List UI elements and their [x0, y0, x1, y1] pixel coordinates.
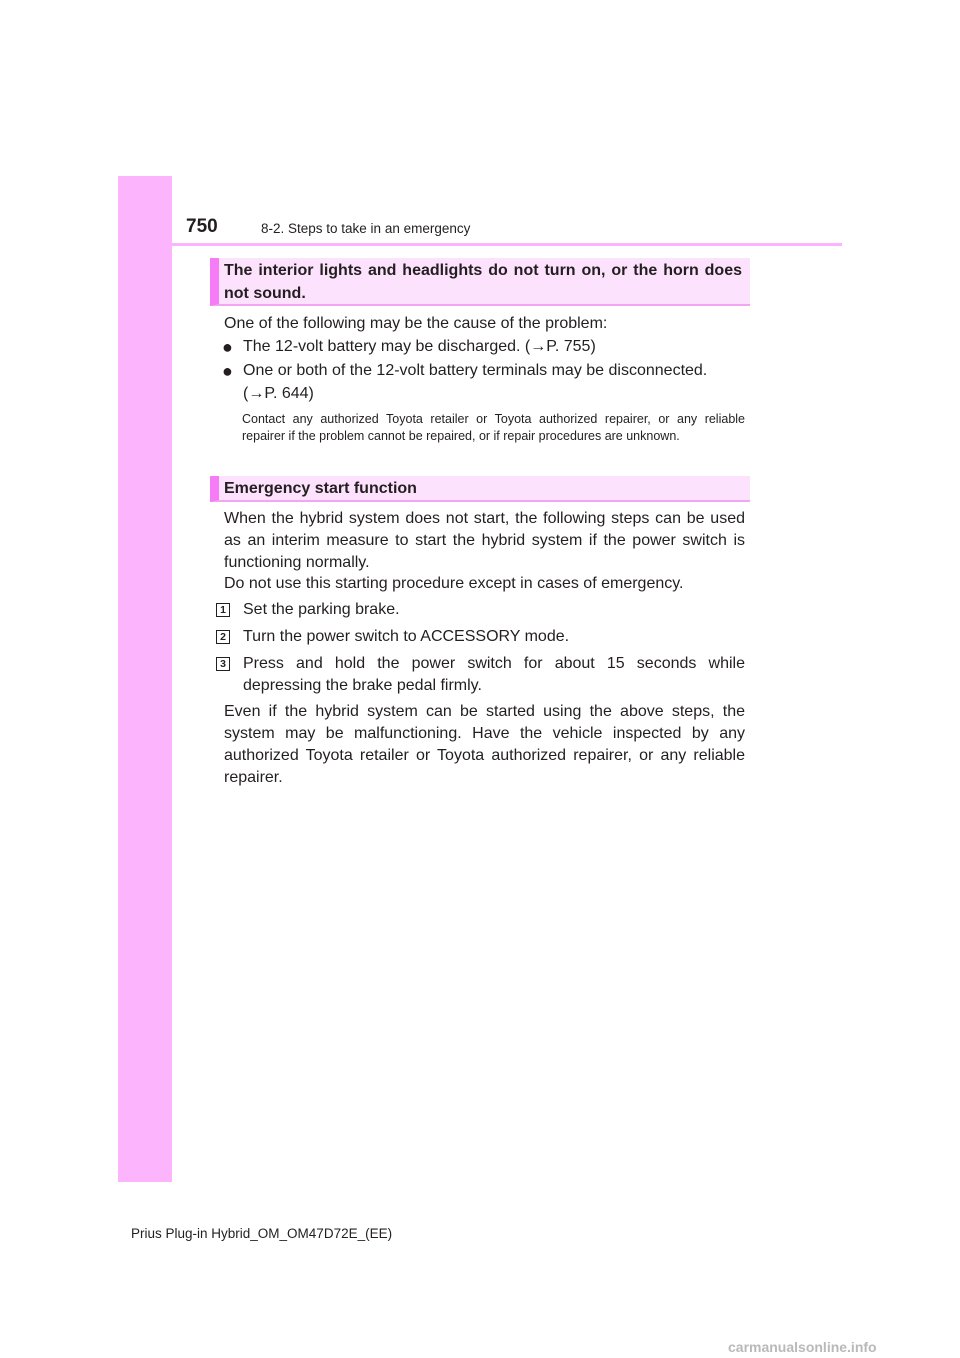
step-text: Set the parking brake.: [243, 601, 400, 618]
footer-document-id: Prius Plug-in Hybrid_OM_OM47D72E_(EE): [131, 1226, 393, 1241]
section-title-emergency-start: Emergency start function: [210, 476, 750, 502]
step-text: Press and hold the power switch for about 15 seconds while depressing the brake pedal firmly.: [243, 655, 745, 694]
section2-intro: When the hybrid system does not start, the following steps can be used as an interim measure to start the hybrid system if the power switch is functioning normally.: [224, 510, 745, 571]
step-number-badge: 1: [216, 603, 230, 617]
section1-note: Contact any authorized Toyota retailer or Toyota authorized repairer, or any reliable repairer if the problem cannot be repaired, or if repair procedures are unknown.: [242, 412, 745, 443]
section-title-lights-horn: The interior lights and headlights do not turn on, or the horn does not sound.: [210, 258, 750, 306]
bullet-item: One or both of the 12-volt battery terminals may be disconnected.: [243, 362, 708, 379]
page-number: 750: [186, 216, 218, 237]
section1-intro: One of the following may be the cause of the problem:: [224, 315, 608, 332]
bullet-icon: ●: [222, 337, 233, 357]
watermark: carmanualsonline.info: [728, 1339, 877, 1355]
bullet-icon: ●: [222, 361, 233, 381]
step-number-badge: 3: [216, 657, 230, 671]
section2-warning: Do not use this starting procedure except in cases of emergency.: [224, 575, 684, 592]
section2-closing: Even if the hybrid system can be started using the above steps, the system may be malfunctioning. Have the vehicle inspected by any authorized Toyota retailer or Toyota authorized repairer, or any reliable repairer.: [224, 703, 745, 786]
bullet-item: The 12-volt battery may be discharged. (→P. 755): [243, 338, 596, 355]
step-number-badge: 2: [216, 630, 230, 644]
chapter-sidebar-tab: [118, 176, 172, 1182]
chapter-title: 8-2. Steps to take in an emergency: [261, 221, 471, 236]
header-divider: [118, 243, 842, 246]
step-text: Turn the power switch to ACCESSORY mode.: [243, 628, 570, 645]
bullet-item-reference: (→P. 644): [243, 385, 314, 402]
